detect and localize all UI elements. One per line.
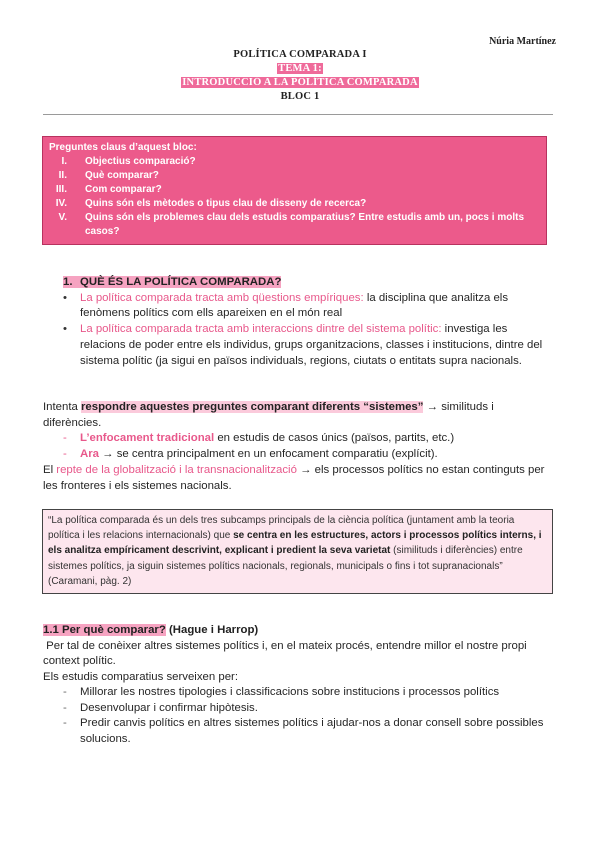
paragraph-text: → similituds i diferències. bbox=[43, 401, 494, 429]
quote-box bbox=[42, 509, 553, 594]
section-1-continued bbox=[43, 400, 553, 494]
approach-label: Ara bbox=[80, 448, 99, 461]
section-1 bbox=[43, 275, 553, 369]
list-item: - Predir canvis polítics en altres sistemes polítics i ajudar-nos a donar consell sobre possibles solucions. bbox=[43, 716, 553, 747]
author-name: Núria Martínez bbox=[489, 36, 556, 47]
purposes-list bbox=[43, 685, 553, 747]
key-question-item bbox=[49, 183, 540, 197]
list-item-text: → se centra principalment en un enfocament comparatiu (explícit). bbox=[99, 448, 438, 461]
list-item-text: la disciplina que analitza els fenòmens polítics com ells apareixen en el món real bbox=[80, 291, 509, 320]
key-question-item bbox=[49, 155, 540, 169]
subsection-source: (Hague i Harrop) bbox=[165, 624, 259, 636]
definition-list bbox=[43, 291, 553, 370]
topic-label: TEMA 1: bbox=[278, 63, 322, 74]
highlighted-phrase: La política comparada tracta amb interaccions dintre del sistema polític: bbox=[80, 323, 442, 336]
key-question-item bbox=[49, 169, 540, 183]
roman-numeral: III. bbox=[55, 184, 67, 195]
key-questions-title: Preguntes claus d’aquest bloc: bbox=[49, 142, 197, 153]
list-item: - Millorar les nostres tipologies i classificacions sobre institucions i processos polítics bbox=[43, 685, 553, 701]
roman-numeral: IV. bbox=[55, 198, 67, 209]
emphasis-highlight: respondre aquestes preguntes comparant diferents “sistemes” bbox=[81, 401, 424, 413]
list-item bbox=[43, 447, 553, 463]
key-questions-box bbox=[42, 136, 547, 245]
subsection-title: 1.1 Per què comparar? bbox=[43, 624, 166, 636]
quote-text: (similituds i diferències) entre sistemes polítics, ja siguin sistemes polítics nacionals, regionals, municipals o fins i tot supranacionals” (Caramani, pàg. 2) bbox=[48, 545, 523, 587]
key-question-text: Com comparar? bbox=[85, 184, 162, 195]
heading-highlight bbox=[63, 276, 281, 288]
key-question-item bbox=[49, 197, 540, 211]
key-question-text: Objectius comparació? bbox=[85, 156, 196, 167]
section-number: 1. bbox=[63, 276, 73, 288]
list-item-text: en estudis de casos únics (països, partits, etc.) bbox=[214, 432, 455, 445]
list-item bbox=[43, 291, 553, 322]
list-item bbox=[43, 322, 553, 369]
block-label: BLOC 1 bbox=[280, 91, 320, 102]
globalization-paragraph bbox=[43, 463, 553, 494]
section-1-heading bbox=[43, 275, 553, 291]
course-title: POLÍTICA COMPARADA I bbox=[233, 49, 367, 60]
key-question-item bbox=[49, 211, 540, 239]
approaches-list bbox=[43, 431, 553, 462]
highlighted-phrase: La política comparada tracta amb qüestions empíriques: bbox=[80, 291, 364, 304]
paragraph-text: → els processos polítics no estan continguts per les fronteres i els sistemes nacionals. bbox=[43, 463, 545, 492]
document-title-block bbox=[0, 48, 600, 104]
quote-emphasis: se centra en les estructures, actors i processos polítics interns, i els analitza empíricament descrivint, explicant i predient la seva varietat bbox=[48, 530, 542, 557]
paragraph-text: El bbox=[43, 463, 57, 476]
roman-numeral: II. bbox=[58, 170, 67, 181]
topic-title: INTRODUCCIÓ A LA POLÍTICA COMPARADA bbox=[182, 77, 418, 88]
section-1-1 bbox=[43, 623, 553, 747]
key-question-text: Quins són els mètodes o tipus clau de disseny de recerca? bbox=[85, 198, 367, 209]
list-item bbox=[43, 431, 553, 447]
section-1-1-heading bbox=[43, 623, 553, 639]
approach-label: L’enfocament tradicional bbox=[80, 432, 215, 445]
quote-text: “La política comparada és un dels tres subcamps principals de la ciència política (juntament amb la teoria política i les relacions internacionals) que bbox=[48, 515, 515, 542]
list-item: - Desenvolupar i confirmar hipòtesis. bbox=[43, 701, 553, 717]
header-divider bbox=[43, 114, 553, 115]
highlighted-phrase: repte de la globalització i la transnacionalització bbox=[56, 463, 297, 476]
section-title: QUÈ ÉS LA POLÍTICA COMPARADA? bbox=[80, 276, 282, 288]
intro-paragraph bbox=[43, 400, 553, 431]
paragraph-text: Intenta bbox=[43, 401, 81, 413]
roman-numeral: I. bbox=[61, 156, 67, 167]
roman-numeral: V. bbox=[58, 212, 67, 223]
subsection-lead: Els estudis comparatius serveixen per: bbox=[43, 670, 238, 683]
key-question-text: Què comparar? bbox=[85, 170, 159, 181]
key-question-text: Quins són els problemes clau dels estudis comparatius? Entre estudis amb un, pocs i molts casos? bbox=[85, 212, 524, 237]
subsection-intro: Per tal de conèixer altres sistemes polítics i, en el mateix procés, entendre millor el nostre propi context polític. bbox=[43, 639, 530, 667]
list-item-text: investiga les relacions de poder entre els individus, grups organitzacions, classes i institucions, dintre del sistema polític (ja sigui en països individuals, regions, ciutats o entitats supra nacionals. bbox=[80, 323, 543, 367]
